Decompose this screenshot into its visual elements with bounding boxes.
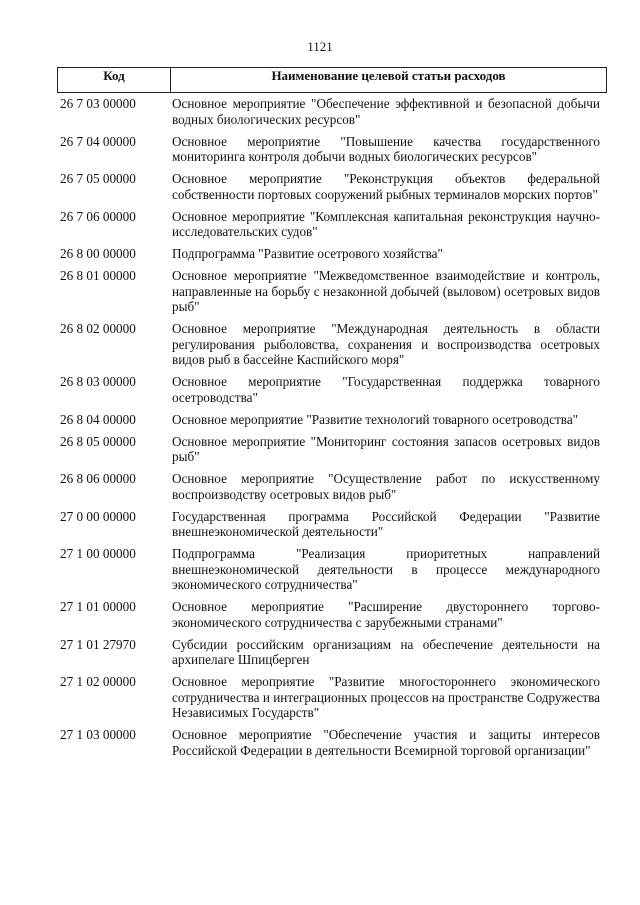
- row-name: Основное мероприятие "Развитие многостороннего экономического сотрудничества и интеграционных процессов на пространстве Содружества Независимых Государств": [172, 674, 600, 720]
- table-row: [57, 599, 607, 630]
- row-code: 26 8 06 00000: [60, 471, 136, 486]
- row-code: 26 7 04 00000: [60, 133, 136, 149]
- row-code: 26 8 03 00000: [60, 374, 136, 389]
- row-code: 26 7 05 00000: [60, 171, 136, 186]
- row-name: Основное мероприятие "Реконструкция объектов федеральной собственности портовых сооружений рыбных терминалов морских портов": [172, 171, 600, 202]
- table-row: [57, 268, 607, 315]
- row-name: Основное мероприятие "Расширение двустороннего торгово-экономического сотрудничества с зарубежными странами": [172, 599, 600, 630]
- row-name: Основное мероприятие "Международная деятельность в области регулирования рыболовства, сохранения и воспроизводства осетровых видов рыб в бассейне Каспийского моря": [172, 321, 600, 367]
- table-row: [57, 637, 607, 668]
- row-name: Основное мероприятие "Мониторинг состояния запасов осетровых видов рыб": [172, 433, 600, 464]
- table-row: [57, 246, 607, 262]
- row-name: Подпрограмма "Реализация приоритетных направлений внешнеэкономической деятельности в процессе международного экономического сотрудничества": [172, 546, 600, 592]
- row-code: 27 0 00 00000: [60, 508, 136, 524]
- row-code: 26 8 00 00000: [60, 246, 136, 261]
- table-row: [57, 674, 607, 721]
- table-row: [57, 134, 607, 165]
- row-code: 26 7 06 00000: [60, 208, 136, 224]
- table-row: [57, 321, 607, 368]
- table-row: [57, 374, 607, 405]
- row-name: Основное мероприятие "Осуществление работ по искусственному воспроизводству осетровых видов рыб": [172, 471, 600, 502]
- row-code: 27 1 02 00000: [60, 674, 136, 689]
- row-code: 26 8 01 00000: [60, 268, 136, 283]
- table-row: [57, 96, 607, 127]
- table-row: [57, 546, 607, 593]
- row-name: Основное мероприятие "Государственная поддержка товарного осетроводства": [172, 374, 600, 405]
- column-header-code: Код: [58, 68, 171, 92]
- row-code: 26 8 05 00000: [60, 433, 136, 449]
- row-name: Основное мероприятие "Межведомственное взаимодействие и контроль, направленные на борьбу с незаконной добычей (выловом) осетровых видов рыб": [172, 268, 600, 314]
- row-name: Основное мероприятие "Развитие технологий товарного осетроводства": [172, 411, 579, 427]
- table-row: [57, 209, 607, 240]
- row-name: Основное мероприятие "Обеспечение участия и защиты интересов Российской Федерации в деятельности Всемирной торговой организации": [172, 727, 600, 758]
- row-code: 27 1 01 27970: [60, 636, 136, 652]
- row-name: Подпрограмма "Развитие осетрового хозяйства": [172, 246, 443, 261]
- table-row: [57, 171, 607, 202]
- row-name: Основное мероприятие "Обеспечение эффективной и безопасной добычи водных биологических ресурсов": [172, 96, 600, 127]
- row-code: 26 8 02 00000: [60, 321, 136, 336]
- row-name: Государственная программа Российской Федерации "Развитие внешнеэкономической деятельности": [172, 508, 600, 539]
- table-row: [57, 471, 607, 502]
- table-header: [57, 67, 607, 93]
- row-code: 26 8 04 00000: [60, 411, 136, 427]
- table-row: [57, 509, 607, 540]
- row-code: 26 7 03 00000: [60, 96, 136, 111]
- table-row: [57, 412, 607, 428]
- row-code: 27 1 01 00000: [60, 599, 136, 614]
- page-number: 1121: [307, 39, 333, 54]
- table-row: [57, 434, 607, 465]
- row-name: Субсидии российским организациям на обеспечение деятельности на архипелаге Шпицберген: [172, 636, 600, 667]
- table-row: [57, 727, 607, 758]
- row-name: Основное мероприятие "Комплексная капитальная реконструкция научно-исследовательских судов": [172, 208, 600, 239]
- column-header-name: Наименование целевой статьи расходов: [271, 68, 506, 83]
- table-body: [57, 96, 607, 765]
- row-code: 27 1 00 00000: [60, 546, 136, 561]
- row-name: Основное мероприятие "Повышение качества государственного мониторинга контроля добычи водных биологических ресурсов": [172, 133, 600, 164]
- row-code: 27 1 03 00000: [60, 727, 136, 742]
